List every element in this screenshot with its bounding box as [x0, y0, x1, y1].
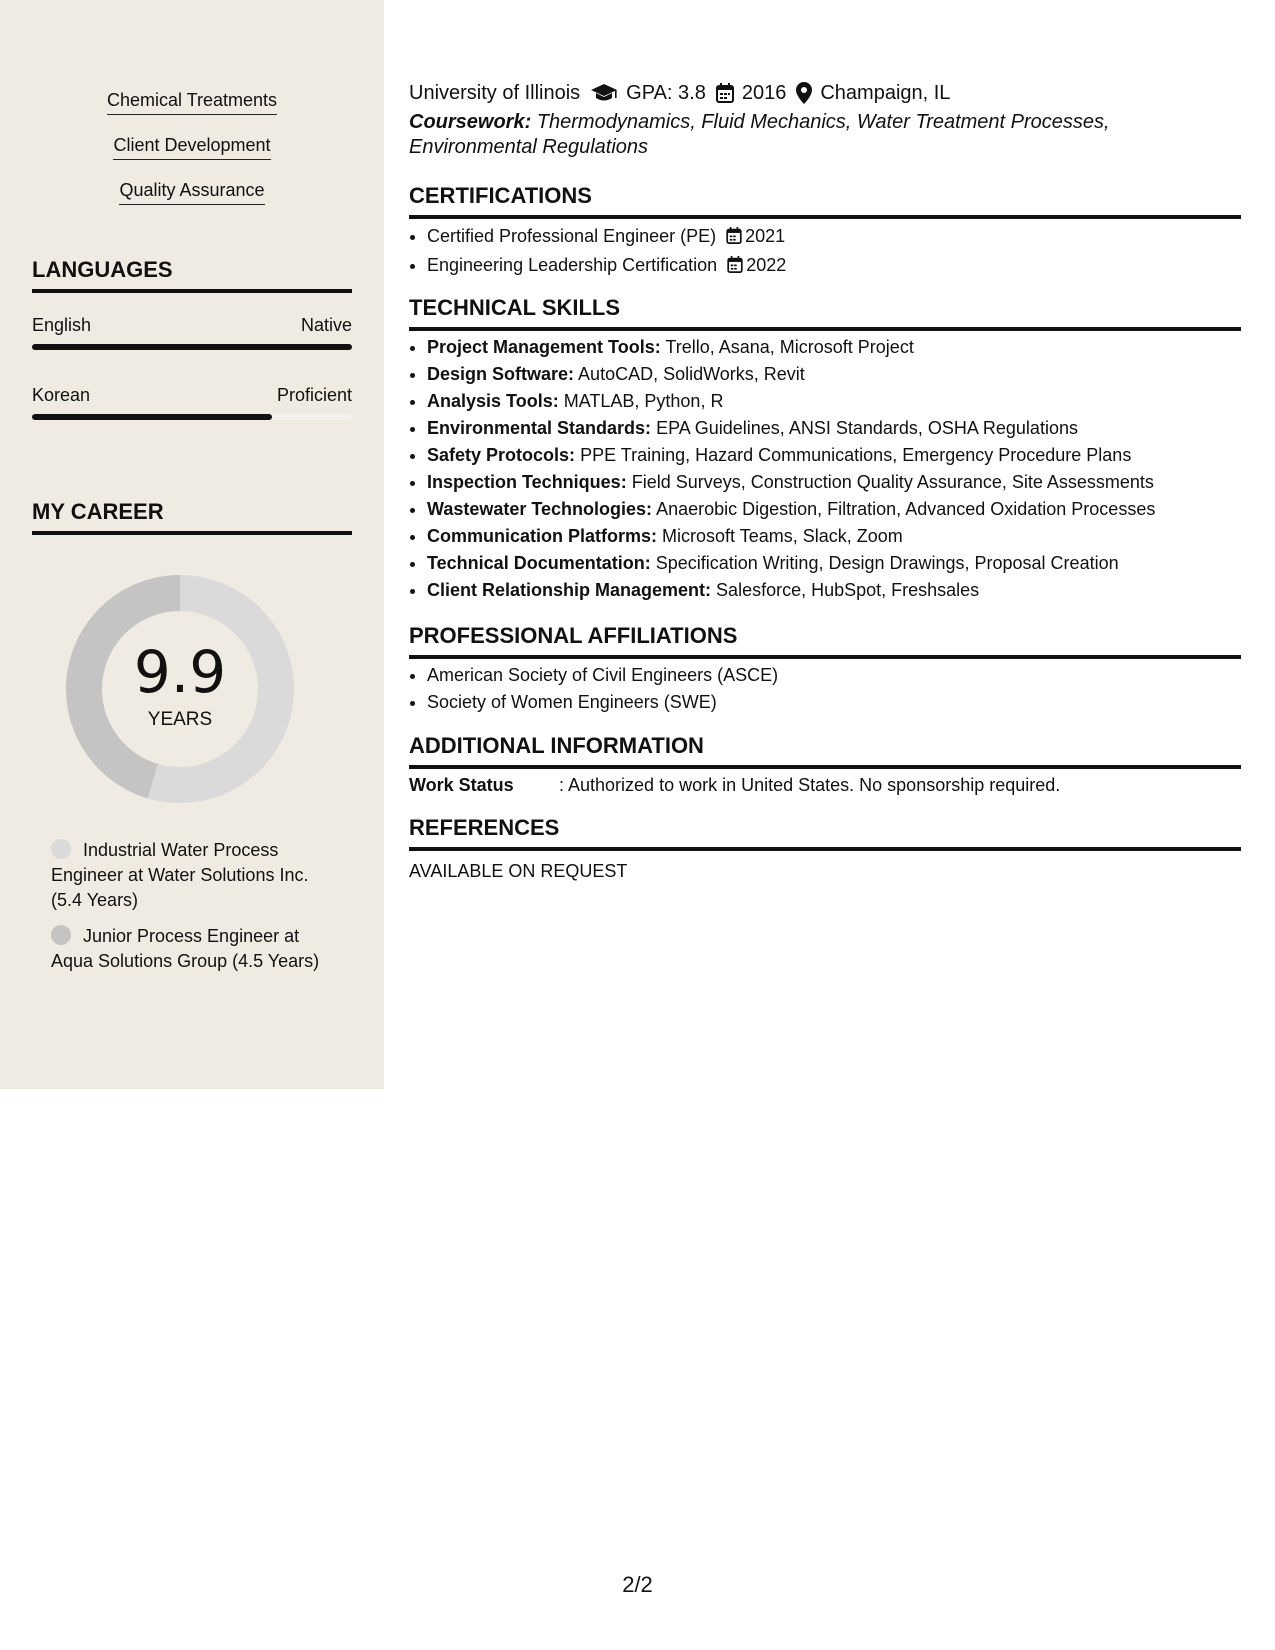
list-item: • Design Software: AutoCAD, SolidWorks, Revit: [427, 361, 1227, 388]
references-heading: REFERENCES: [409, 814, 1241, 851]
career-donut: [65, 574, 295, 804]
list-item: • Client Relationship Management: Salesforce, HubSpot, Freshsales: [427, 577, 1227, 604]
technical-skills-list: [427, 334, 1227, 604]
list-item: • Technical Documentation: Specification Writing, Design Drawings, Proposal Creation: [427, 550, 1227, 577]
page-number: 2/2: [622, 1572, 653, 1597]
affiliations-heading: PROFESSIONAL AFFILIATIONS: [409, 622, 1241, 659]
education-line: [409, 80, 950, 106]
certifications-list: [427, 223, 1227, 281]
career-unit: YEARS: [147, 709, 213, 730]
language-bar: [32, 414, 352, 420]
language-bar: [32, 344, 352, 350]
graduation-cap-icon: [590, 83, 618, 103]
sidebar: [0, 0, 384, 1089]
legend-dot: [51, 925, 71, 945]
languages-heading: LANGUAGES: [32, 256, 352, 293]
gpa: GPA: 3.8: [626, 82, 706, 104]
list-item: • Society of Women Engineers (SWE): [427, 689, 1227, 716]
skill-tag: Quality Assurance: [0, 178, 384, 205]
career-total: 9.9: [133, 638, 227, 706]
location: Champaign, IL: [820, 82, 951, 104]
language-bar-fill: [32, 414, 272, 420]
career-heading: MY CAREER: [32, 498, 352, 535]
affiliations-list: [427, 662, 1227, 716]
list-item: • Engineering Leadership Certification 2022: [427, 252, 1227, 281]
calendar-icon: [727, 254, 743, 281]
list-item: • Communication Platforms: Microsoft Teams, Slack, Zoom: [427, 523, 1227, 550]
list-item: • Project Management Tools: Trello, Asana, Microsoft Project: [427, 334, 1227, 361]
language-name: Korean: [32, 385, 91, 405]
list-item: • Safety Protocols: PPE Training, Hazard Communications, Emergency Procedure Plans: [427, 442, 1227, 469]
list-item: • Analysis Tools: MATLAB, Python, R: [427, 388, 1227, 415]
career-legend-item: Industrial Water Process Engineer at Water Solutions Inc. (5.4 Years): [51, 840, 309, 910]
legend-dot: [51, 839, 71, 859]
work-status-label: Work Status: [409, 775, 514, 795]
calendar-icon: [726, 225, 742, 252]
work-status: [409, 773, 1060, 797]
location-pin-icon: [796, 82, 812, 104]
language-name: English: [32, 315, 92, 335]
references-text: AVAILABLE ON REQUEST: [409, 861, 628, 881]
school-name: University of Illinois: [409, 82, 581, 104]
calendar-icon: [716, 83, 734, 103]
list-item: • Inspection Techniques: Field Surveys, Construction Quality Assurance, Site Assessments: [427, 469, 1227, 496]
list-item: • American Society of Civil Engineers (ASCE): [427, 662, 1227, 689]
list-item: • Certified Professional Engineer (PE) 2021: [427, 223, 1227, 252]
language-level: Proficient: [276, 385, 352, 405]
language-row: [32, 383, 352, 407]
technical-skills-heading: TECHNICAL SKILLS: [409, 294, 1241, 331]
list-item: • Environmental Standards: EPA Guidelines, ANSI Standards, OSHA Regulations: [427, 415, 1227, 442]
certifications-heading: CERTIFICATIONS: [409, 182, 1241, 219]
language-row: [32, 313, 352, 337]
career-legend-item: Junior Process Engineer at Aqua Solutions Group (4.5 Years): [51, 926, 320, 971]
language-bar-fill: [32, 344, 352, 350]
coursework: Coursework: Thermodynamics, Fluid Mechanics, Water Treatment Processes, Environmental Regulations: [409, 111, 1110, 158]
work-status-value: : Authorized to work in United States. No sponsorship required.: [559, 775, 1061, 795]
list-item: • Wastewater Technologies: Anaerobic Digestion, Filtration, Advanced Oxidation Processes: [427, 496, 1227, 523]
language-level: Native: [300, 315, 352, 335]
skill-tag: Client Development: [0, 133, 384, 160]
skill-tag: Chemical Treatments: [0, 88, 384, 115]
additional-info-heading: ADDITIONAL INFORMATION: [409, 732, 1241, 769]
graduation-year: 2016: [741, 82, 787, 104]
